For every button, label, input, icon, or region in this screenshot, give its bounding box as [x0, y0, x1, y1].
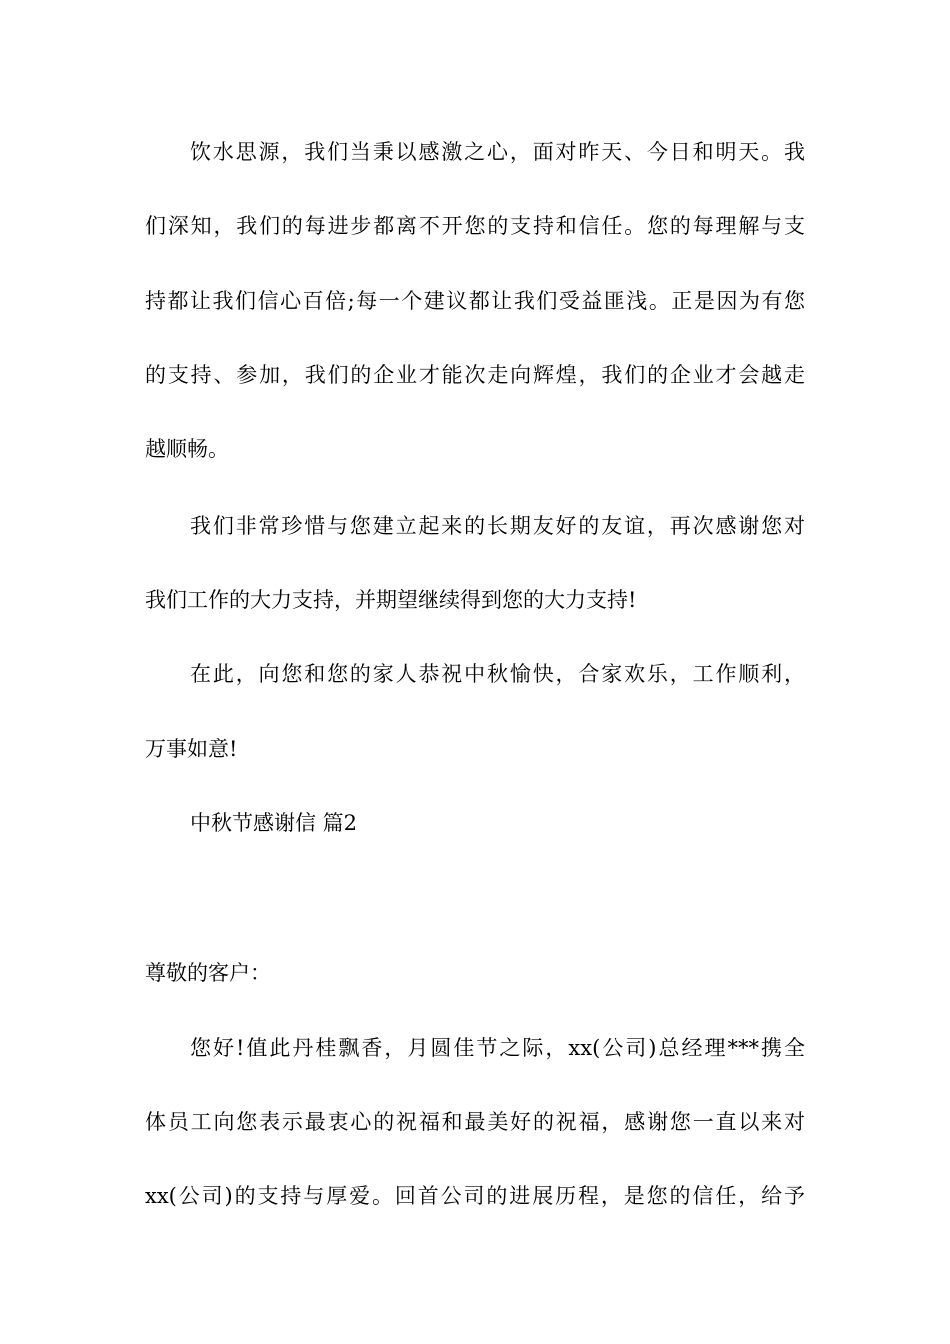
paragraph-line: 我们非常珍惜与您建立起来的长期友好的友谊，再次感谢您对: [190, 514, 805, 538]
paragraph-line: 体员工向您表示最衷心的祝福和最美好的祝福，感谢您一直以来对: [145, 1110, 805, 1134]
paragraph-line: 饮水思源，我们当秉以感激之心，面对昨天、今日和明天。我: [190, 140, 805, 164]
paragraph-line: 的支持、参加，我们的企业才能次走向辉煌，我们的企业才会越走: [145, 363, 805, 387]
paragraph-line: 越顺畅。: [145, 437, 229, 461]
paragraph-line: 我们工作的大力支持，并期望继续得到您的大力支持!: [145, 588, 637, 612]
paragraph-line: 们深知，我们的每进步都离不开您的支持和信任。您的每理解与支: [145, 214, 805, 238]
paragraph-line: 在此，向您和您的家人恭祝中秋愉快，合家欢乐，工作顺利，: [190, 662, 805, 686]
section-heading: 中秋节感谢信 篇2: [190, 811, 358, 835]
paragraph-line: 您好!值此丹桂飘香，月圆佳节之际，xx(公司)总经理***携全: [190, 1036, 805, 1060]
paragraph-line: xx(公司)的支持与厚爱。回首公司的进展历程，是您的信任，给予: [145, 1184, 805, 1208]
paragraph-line: 持都让我们信心百倍;每一个建议都让我们受益匪浅。正是因为有您: [145, 289, 805, 313]
paragraph-line: 万事如意!: [145, 737, 238, 761]
salutation: 尊敬的客户：: [145, 961, 271, 985]
